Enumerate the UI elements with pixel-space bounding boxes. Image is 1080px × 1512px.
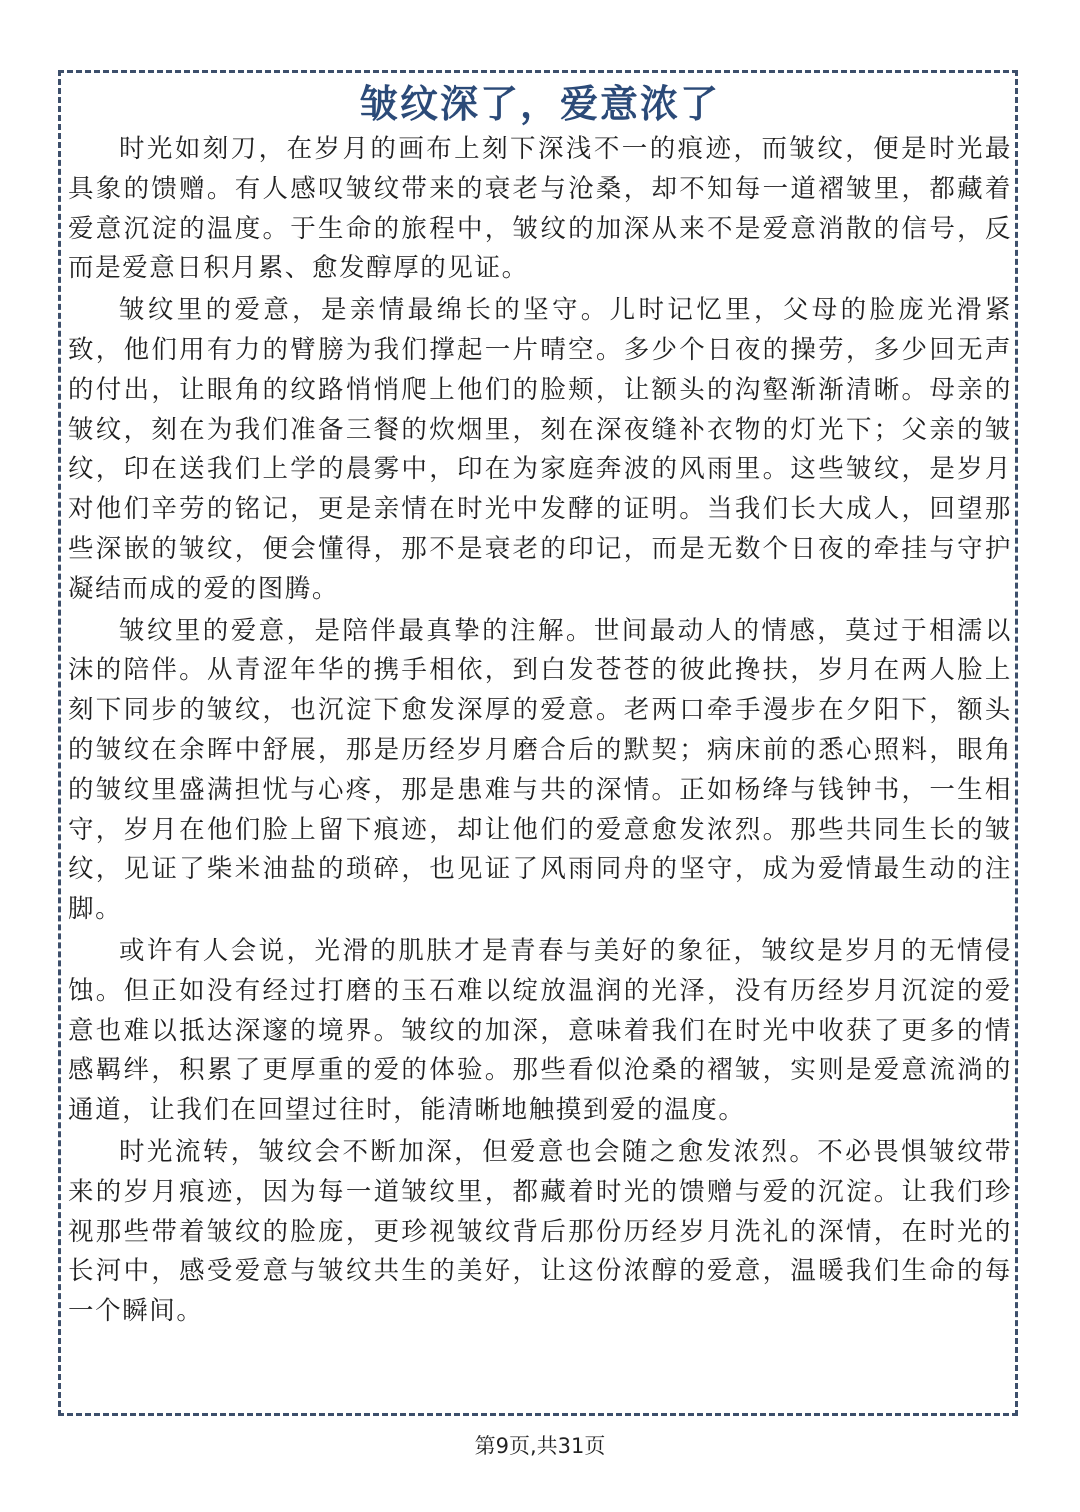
page-title: 皱纹深了，爱意浓了 — [359, 82, 720, 126]
paragraph-1: 时光如刻刀，在岁月的画布上刻下深浅不一的痕迹，而皱纹，便是时光最具象的馈赠。有人感叹皱纹带来的衰老与沧桑，却不知每一道褶皱里，都藏着爱意沉淀的温度。于生命的旅程中，皱纹的加深从来不是爱意消散的信号，反而是爱意日积月累、愈发醇厚的见证。 — [68, 134, 1012, 284]
paragraph-2: 皱纹里的爱意，是亲情最绵长的坚守。儿时记忆里，父母的脸庞光滑紧致，他们用有力的臂膀为我们撑起一片晴空。多少个日夜的操劳，多少回无声的付出，让眼角的纹路悄悄爬上他们的脸颊，让额头的沟壑渐渐清晰。母亲的皱纹，刻在为我们准备三餐的炊烟里，刻在深夜缝补衣物的灯光下；父亲的皱纹，印在送我们上学的晨雾中，印在为家庭奔波的风雨里。这些皱纹，是岁月对他们辛劳的铭记，更是亲情在时光中发酵的证明。当我们长大成人，回望那些深嵌的皱纹，便会懂得，那不是衰老的印记，而是无数个日夜的牵挂与守护凝结而成的爱的图腾。 — [68, 295, 1012, 604]
paragraph-3: 皱纹里的爱意，是陪伴最真挚的注解。世间最动人的情感，莫过于相濡以沫的陪伴。从青涩年华的携手相依，到白发苍苍的彼此搀扶，岁月在两人脸上刻下同步的皱纹，也沉淀下愈发深厚的爱意。老两口牵手漫步在夕阳下，额头的皱纹在余晖中舒展，那是历经岁月磨合后的默契；病床前的悉心照料，眼角的皱纹里盛满担忧与心疼，那是患难与共的深情。正如杨绛与钱钟书，一生相守，岁月在他们脸上留下痕迹，却让他们的爱意愈发浓烈。那些共同生长的皱纹，见证了柴米油盐的琐碎，也见证了风雨同舟的坚守，成为爱情最生动的注脚。 — [68, 615, 1012, 925]
paragraph-5: 时光流转，皱纹会不断加深，但爱意也会随之愈发浓烈。不必畏惧皱纹带来的岁月痕迹，因为每一道皱纹里，都藏着时光的馈赠与爱的沉淀。让我们珍视那些带着皱纹的脸庞，更珍视皱纹背后那份历经岁月洗礼的深情，在时光的长河中，感受爱意与皱纹共生的美好，让这份浓醇的爱意，温暖我们生命的每一个瞬间。 — [68, 1136, 1012, 1327]
page-number: 第9页,共31页 — [474, 1434, 606, 1458]
paragraph-4: 或许有人会说，光滑的肌肤才是青春与美好的象征，皱纹是岁月的无情侵蚀。但正如没有经过打磨的玉石难以绽放温润的光泽，没有历经岁月沉淀的爱意也难以抵达深邃的境界。皱纹的加深，意味着我们在时光中收获了更多的情感羁绊，积累了更厚重的爱的体验。那些看似沧桑的褶皱，实则是爱意流淌的通道，让我们在回望过往时，能清晰地触摸到爱的温度。 — [68, 935, 1012, 1126]
article-body — [68, 130, 1012, 1334]
